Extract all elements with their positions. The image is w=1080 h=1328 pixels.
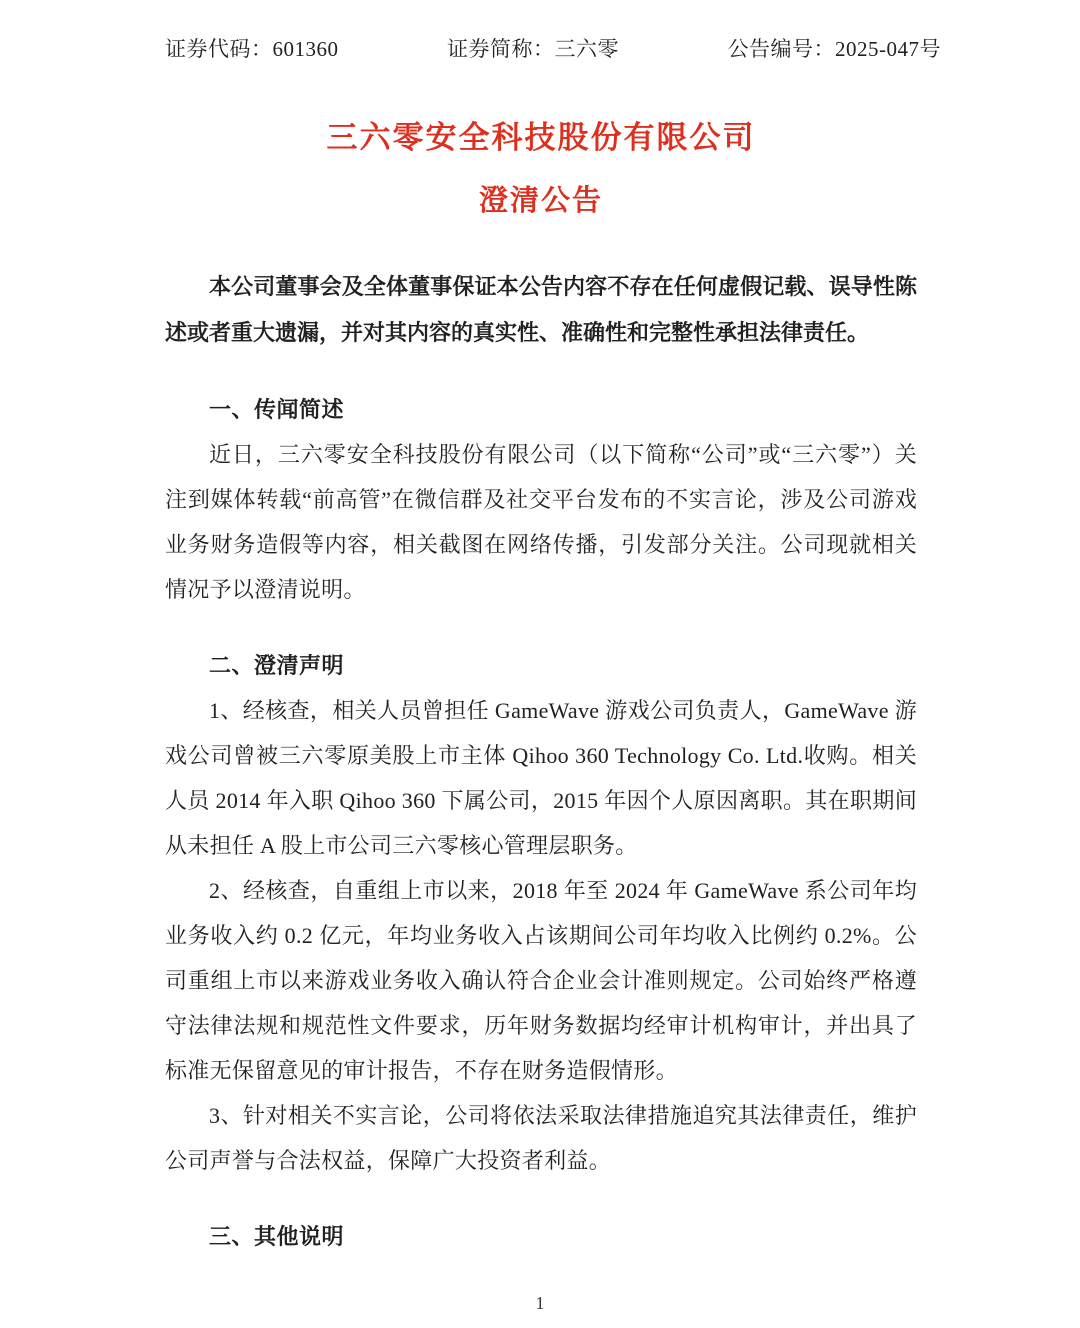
clarification-paragraph-2: 2、经核查，自重组上市以来，2018 年至 2024 年 GameWave 系公司年均业务收入约 0.2 亿元，年均业务收入占该期间公司年均收入比例约 0.2%。公司重组上市以来游戏业务收入确认符合企业会计准则规定。公司始终严格遵守法律法规和规范性文件要求，历年财务数据均经审计机构审计，并出具了标准无保留意见的审计报告，不存在财务造假情形。 <box>165 878 917 1083</box>
stock-name-label: 证券简称：三六零 <box>447 37 619 61</box>
section-heading-rumor-summary: 一、传闻简述 <box>209 397 345 422</box>
company-name-title: 三六零安全科技股份有限公司 <box>326 120 756 155</box>
board-declaration-paragraph: 本公司董事会及全体董事保证本公告内容不存在任何虚假记载、误导性陈述或者重大遗漏，并对其内容的真实性、准确性和完整性承担法律责任。 <box>165 274 917 345</box>
announcement-number-label: 公告编号：2025-047号 <box>727 37 941 61</box>
section-heading-clarification-statement: 二、澄清声明 <box>209 653 345 678</box>
announcement-type-title: 澄清公告 <box>478 185 603 217</box>
document-header <box>165 33 941 63</box>
clarification-paragraph-3: 3、针对相关不实言论，公司将依法采取法律措施追究其法律责任，维护公司声誉与合法权益，保障广大投资者利益。 <box>165 1103 917 1173</box>
page-number: 1 <box>535 1293 545 1313</box>
clarification-paragraph-1: 1、经核查，相关人员曾担任 GameWave 游戏公司负责人，GameWave 游戏公司曾被三六零原美股上市主体 Qihoo 360 Technology Co. Ltd.收购。相关人员 2014 年入职 Qihoo 360 下属公司，2015 年因个人原因离职。其在职期间从未担任 A 股上市公司三六零核心管理层职务。 <box>165 698 917 858</box>
stock-code-label: 证券代码：601360 <box>165 37 339 61</box>
rumor-summary-paragraph: 近日，三六零安全科技股份有限公司（以下简称“公司”或“三六零”）关注到媒体转载“前高管”在微信群及社交平台发布的不实言论，涉及公司游戏业务财务造假等内容，相关截图在网络传播，引发部分关注。公司现就相关情况予以澄清说明。 <box>165 442 917 602</box>
section-heading-other-notes: 三、其他说明 <box>209 1224 345 1249</box>
